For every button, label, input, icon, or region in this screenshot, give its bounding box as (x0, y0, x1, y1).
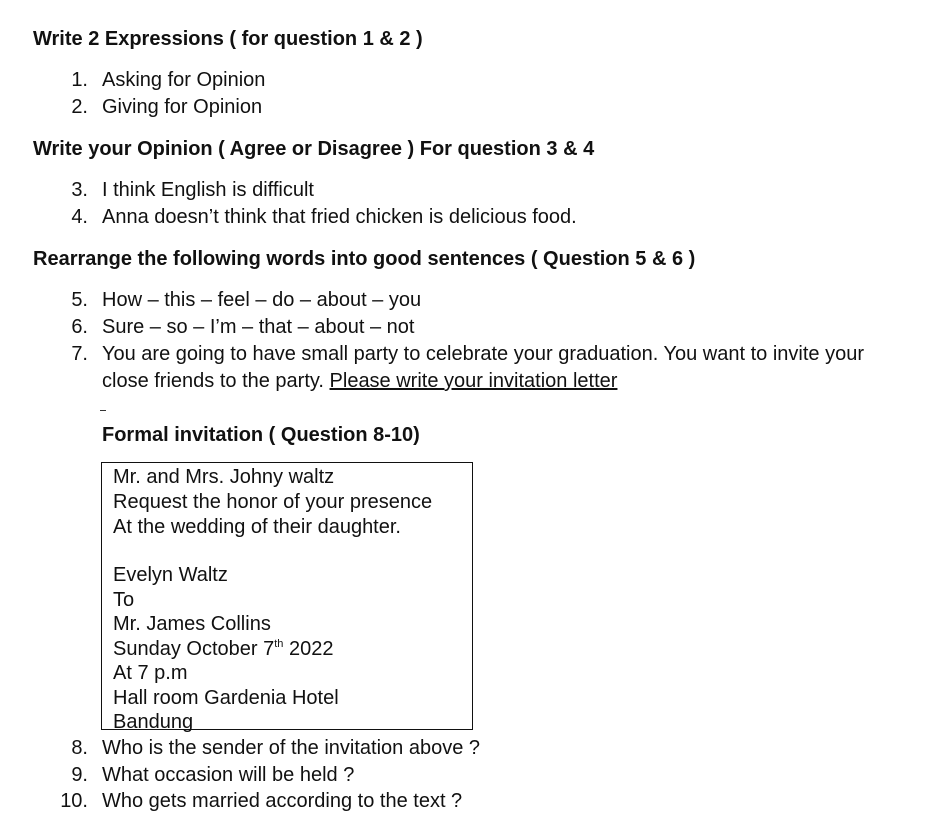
invite-line: Request the honor of your presence (113, 491, 433, 513)
invite-line: At the wedding of their daughter. (113, 516, 401, 538)
section1-heading: Write 2 Expressions ( for question 1 & 2 ) (33, 28, 423, 50)
item-number: 8. (71, 737, 88, 759)
item-number: 10. (60, 790, 88, 812)
formal-invitation-heading: Formal invitation ( Question 8-10) (102, 424, 420, 446)
item-text: Asking for Opinion (102, 69, 266, 91)
item-text: Anna doesn’t think that fried chicken is delicious food. (102, 206, 577, 228)
stray-mark (100, 410, 106, 411)
section2-heading: Write your Opinion ( Agree or Disagree ) For question 3 & 4 (33, 138, 595, 160)
item-text: What occasion will be held ? (102, 764, 355, 786)
item-number: 6. (71, 316, 88, 338)
item-number: 4. (71, 206, 88, 228)
invite-line: Mr. and Mrs. Johny waltz (113, 466, 335, 488)
section3-heading: Rearrange the following words into good sentences ( Question 5 & 6 ) (33, 248, 696, 270)
item-text: Giving for Opinion (102, 96, 263, 118)
invite-date-line (113, 637, 333, 661)
invite-line: Hall room Gardenia Hotel (113, 687, 339, 709)
item-text: How – this – feel – do – about – you (102, 289, 422, 311)
item-number: 9. (71, 764, 88, 786)
item-text: Who is the sender of the invitation above ? (102, 737, 481, 759)
item-text: Sure – so – I’m – that – about – not (102, 316, 415, 338)
invite-line: To (113, 589, 135, 611)
item7-continuation (102, 369, 617, 393)
invite-date-prefix: Sunday October 7 (113, 638, 275, 660)
item-number: 3. (71, 179, 88, 201)
item-text: I think English is difficult (102, 179, 314, 201)
item-number: 1. (71, 69, 88, 91)
item-text: You are going to have small party to celebrate your graduation. You want to invite your (102, 343, 864, 365)
item7-cont-plain: close friends to the party. (102, 370, 330, 392)
invite-line: At 7 p.m (113, 662, 188, 684)
item-number: 5. (71, 289, 88, 311)
invite-date-sup: th (274, 638, 284, 650)
item7-cont-underlined: Please write your invitation letter (329, 370, 618, 392)
invite-date-suffix: 2022 (283, 638, 334, 660)
invite-line: Bandung (113, 711, 194, 733)
item-number: 2. (71, 96, 88, 118)
item-number: 7. (71, 343, 88, 365)
item-text: Who gets married according to the text ? (102, 790, 463, 812)
invite-line: Mr. James Collins (113, 613, 271, 635)
invite-line: Evelyn Waltz (113, 564, 228, 586)
